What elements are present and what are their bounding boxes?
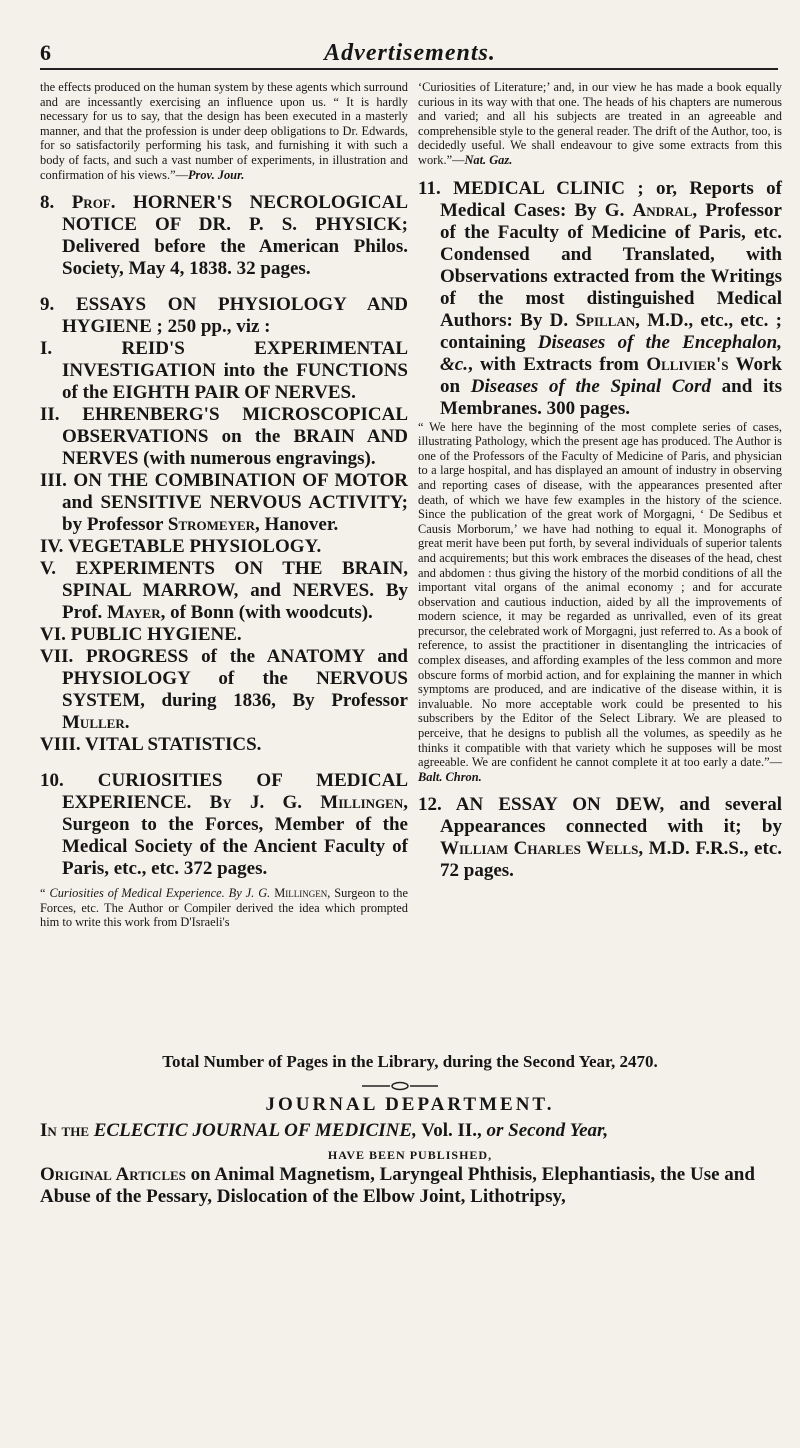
running-title: Advertisements.	[324, 40, 496, 66]
entry-9-v: V. EXPERIMENTS ON THE BRAIN, SPINAL MARROW, and NERVES. By Prof. Mayer, of Bonn (with woodcuts).	[40, 558, 408, 624]
entry-10-review: “ Curiosities of Medical Experience. By J. G. Millingen, Surgeon to the Forces, etc. The Author or Compiler derived the idea which prompted him to write this work from D'Israeli's	[40, 886, 408, 930]
right-column	[418, 80, 782, 882]
intro-review: the effects produced on the human system by these agents which surround and are incessantly exercising an influence upon us. “ It is hardly necessary for us to say, that the design has been executed in a masterly manner, and that the profession is under deep obligations to Dr. Edwards, for so satisfactorily performing his task, and furnishing it with such a body of facts, and such a vast number of experiments, in illustration and confirmation of his views.”—Prov. Jour.	[40, 80, 408, 182]
journal-heading: JOURNAL DEPARTMENT.	[265, 1094, 555, 1115]
entry-8: 8. Prof. HORNER'S NECROLOGICAL NOTICE OF DR. P. S. PHYSICK; Delivered before the American Philos. Society, May 4, 1838. 32 pages.	[40, 192, 408, 280]
ornament-divider-icon	[360, 1081, 440, 1091]
entry-10: 10. CURIOSITIES OF MEDICAL EXPERIENCE. By J. G. Millingen, Surgeon to the Forces, Member of the Medical Society of the Ancient Faculty of Paris, etc., etc. 372 pages.	[40, 770, 408, 880]
entry-11-review: “ We here have the beginning of the most complete series of cases, illustrating Pathology, which the present age has produced. The Author is one of the Professors of the Faculty of Medicine of Paris, and physician to a large hospital, and has displayed an amount of industry in observing and reporting cases of disease, with the appearances presented after death, of which we have few examples in the history of the science. Since the publication of the great work of Morgagni, ‘ De Sedibus et Causis Morborum,’ we have had nothing to equal it. Monographs of great merit have been put forth, by several individuals of superior talents and acquirements; but this work embraces the diseases of the head, chest and abdomen : thus giving the history of the morbid conditions of all the important vital organs of the animal economy ; and for accurate observation and cautious induction, aided by all the improvements of modern science, it may be regarded as unrivalled, even of its great precursor, the celebrated work of Morgagni, just referred to. As a book of reference, to assist the practitioner in disentangling the intricacies of complex diseases, and affording examples of the less common and more obscure forms of morbid action, and for explaining the manner in which symptoms are produced, and are indicative of the disease within, it is invaluable. No more acceptable work could be presented to his subscribers by the Editor of the Select Library. We are pleased to perceive, that he designs to publish all the volumes, as speedily as he thinks it compatible with that variety which he supposes will be most agreeable. We are confident he cannot complete it at too early a date.”—Balt. Chron.	[418, 419, 782, 784]
header-rule	[40, 68, 778, 70]
left-column	[40, 80, 408, 930]
entry-9-iv: IV. VEGETABLE PHYSIOLOGY.	[40, 536, 322, 558]
page-header	[40, 40, 780, 64]
entry-11: 11. MEDICAL CLINIC ; or, Reports of Medical Cases: By G. Andral, Professor of the Faculty of Medicine of Paris, etc. Condensed and Translated, with Observations extracted from the Writings of the most distinguished Medical Authors: By D. Spillan, M.D., etc., etc. ; containing Diseases of the Encephalon, &c., with Extracts from Ollivier's Work on Diseases of the Spinal Cord and its Membranes. 300 pages.	[418, 177, 783, 419]
entry-10-review-continued: ‘Curiosities of Literature;’ and, in our view he has made a book equally curious in its way with that one. The heads of his chapters are numerous and varied; and all his subjects are treated in an agreeable and comprehensible style to the general reader. The drift of the Author, too, is decidedly useful. We shall endeavour to give some extracts from this work.”—Nat. Gaz.	[418, 80, 782, 167]
entry-9-vi: VI. PUBLIC HYGIENE.	[40, 624, 242, 646]
have-been-published: HAVE BEEN PUBLISHED,	[327, 1148, 493, 1162]
total-pages-line: Total Number of Pages in the Library, during the Second Year, 2470.	[162, 1052, 658, 1071]
journal-subheading: In the ECLECTIC JOURNAL OF MEDICINE, Vol. II., or Second Year,	[40, 1120, 609, 1141]
entry-9-vii: VII. PROGRESS of the ANATOMY and PHYSIOLOGY of the NERVOUS SYSTEM, during 1836, By Professor Muller.	[40, 646, 408, 734]
entry-12: 12. AN ESSAY ON DEW, and several Appearances connected with it; by William Charles Wells, M.D. F.R.S., etc. 72 pages.	[418, 794, 783, 882]
page-number: 6	[40, 40, 51, 65]
entry-9: 9. ESSAYS ON PHYSIOLOGY AND HYGIENE ; 250 pp., viz :	[40, 294, 408, 338]
entry-9-ii: II. EHRENBERG'S MICROSCOPICAL OBSERVATIONS on the BRAIN AND NERVES (with numerous engravings).	[40, 404, 408, 470]
entry-9-viii: VIII. VITAL STATISTICS.	[40, 734, 262, 756]
entry-9-i: I. REID'S EXPERIMENTAL INVESTIGATION into the FUNCTIONS of the EIGHTH PAIR OF NERVES.	[40, 338, 408, 404]
original-articles-list: Original Articles on Animal Magnetism, Laryngeal Phthisis, Elephantiasis, the Use and Abuse of the Pessary, Dislocation of the Elbow Joint, Lithotripsy,	[40, 1164, 755, 1207]
entry-9-iii: III. ON THE COMBINATION OF MOTOR and SENSITIVE NERVOUS ACTIVITY; by Professor Stromeyer, Hanover.	[40, 470, 408, 536]
